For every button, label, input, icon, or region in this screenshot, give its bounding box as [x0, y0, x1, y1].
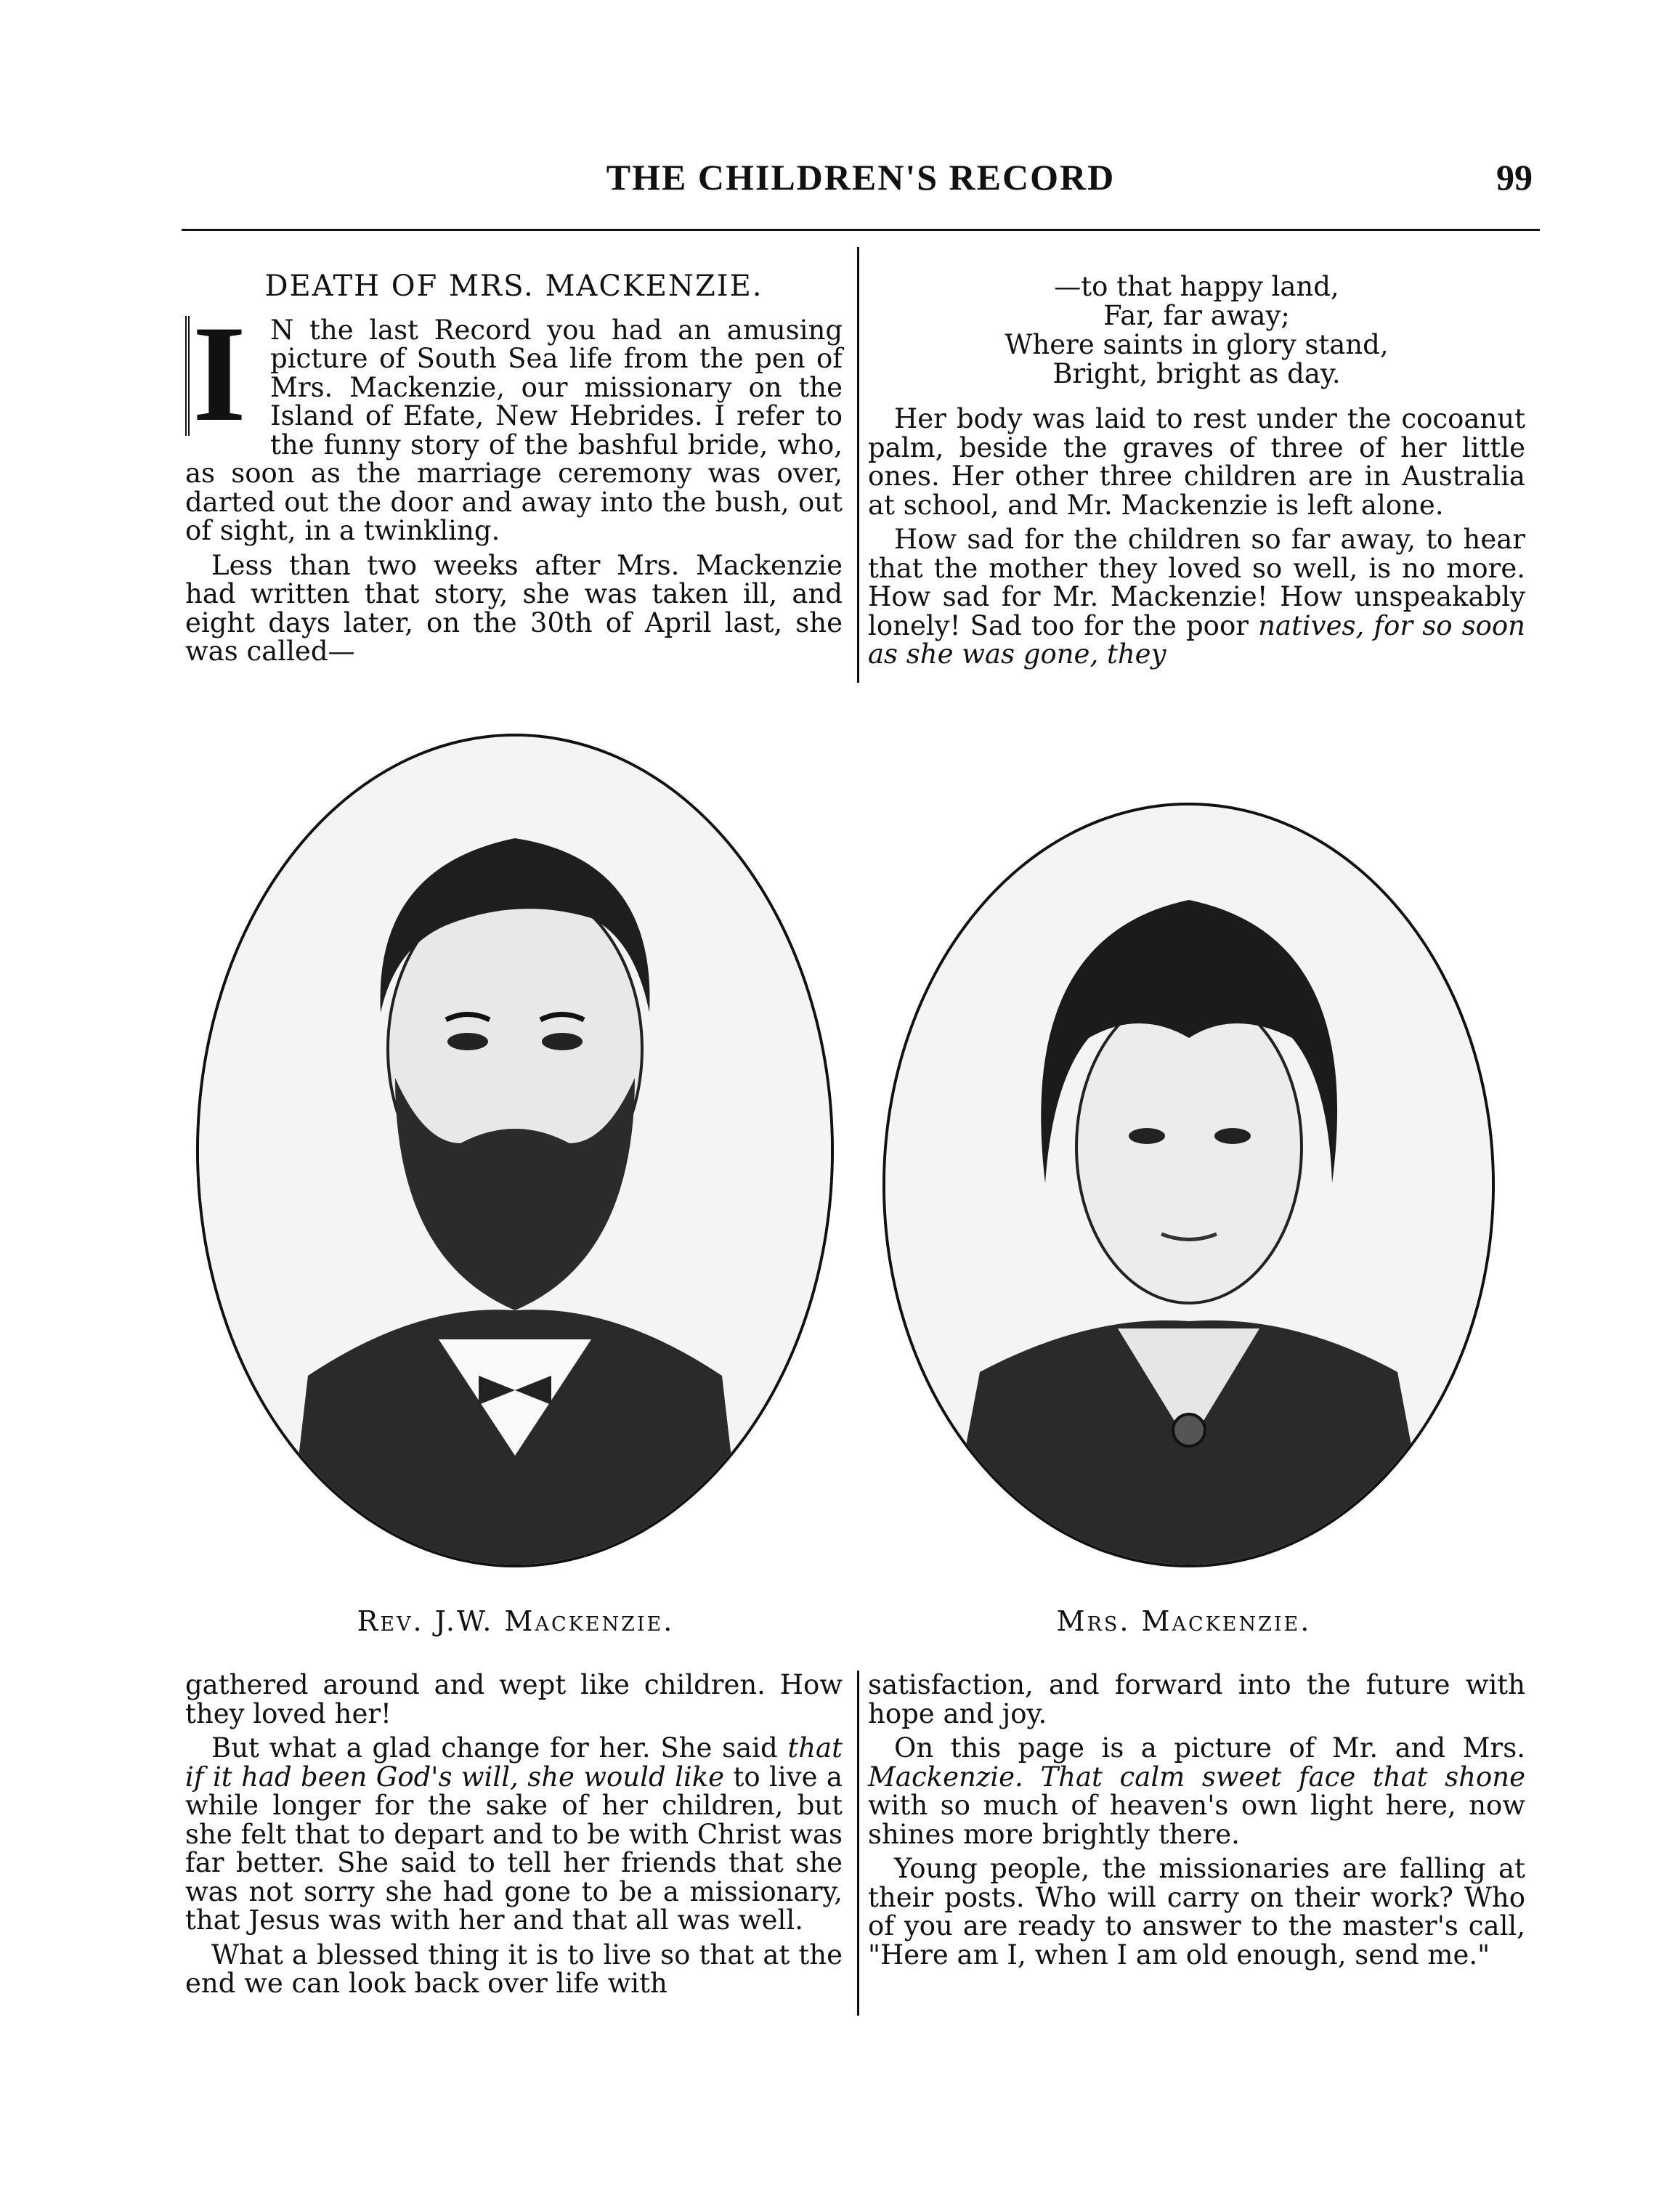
poem-line: Far, far away;	[1103, 300, 1290, 331]
poem-line: —to that happy land,	[1054, 271, 1339, 302]
column-right-top	[868, 272, 1525, 675]
article-heading: DEATH OF MRS. MACKENZIE.	[264, 269, 763, 303]
poem-line: Bright, bright as day.	[1052, 358, 1341, 389]
paragraph: But what a glad change for her. She said that if it had been God's will, she would like to live a while longer for the sake of her children, but she felt that to depart and to be with Christ was far better. She said to tell her friends that she was not sorry she had gone to be a missionary, that Jesus was with her and that all was well.	[185, 1732, 843, 1936]
paragraph: satisfaction, and forward into the future with hope and joy.	[868, 1669, 1525, 1729]
portrait-rev-mackenzie	[196, 734, 834, 1567]
publication-title: THE CHILDREN'S RECORD	[606, 157, 1116, 198]
column-divider-bottom	[857, 1671, 859, 2016]
paragraph: What a blessed thing it is to live so that at the end we can look back over life with	[185, 1939, 843, 1999]
column-left-top	[185, 269, 843, 672]
paragraph: Her body was laid to rest under the cocoanut palm, beside the graves of three of her little ones. Her other three children are in Australia at school, and Mr. Mackenzie is left alone.	[868, 403, 1525, 521]
poem-stanza	[868, 272, 1525, 389]
column-left-bottom	[185, 1671, 843, 2004]
paragraph: I N the last Record you had an amusing picture of South Sea life from the pen of Mrs. Mackenzie, our missionary on the Island of Efate, New Hebrides. I refer to the funny story of the bashful bride, who, as soon as the marriage ceremony was over, darted out the door and away into the bush, out of sight, in a twinkling.	[185, 297, 843, 546]
paragraph: On this page is a picture of Mr. and Mrs. Mackenzie. That calm sweet face that shone with so much of heaven's own light here, now shines more brightly there.	[868, 1732, 1525, 1850]
portrait-mrs-mackenzie	[882, 803, 1495, 1567]
drop-cap: I	[185, 316, 261, 436]
paragraph: gathered around and wept like children. How they loved her!	[185, 1669, 843, 1729]
caption-mrs-mackenzie: Mrs. Mackenzie.	[1056, 1605, 1312, 1637]
page-number: 99	[1496, 157, 1533, 198]
poem-line: Where saints in glory stand,	[1005, 329, 1389, 360]
man-portrait-illustration	[199, 737, 831, 1565]
column-divider-top	[857, 247, 859, 683]
caption-rev-mackenzie: Rev. J.W. Mackenzie.	[357, 1605, 675, 1637]
paragraph: How sad for the children so far away, to hear that the mother they loved so well, is no more. How sad for Mr. Mackenzie! How unspeakably lonely! Sad too for the poor natives, for so soon as she was gone, they	[868, 524, 1525, 670]
page-header	[182, 156, 1540, 207]
paragraph: Young people, the missionaries are falling at their posts. Who will carry on their work? Who of you are ready to answer to the master's call, "Here am I, when I am old enough, send me."	[868, 1853, 1525, 1971]
woman-portrait-illustration	[885, 806, 1492, 1565]
header-rule	[182, 229, 1540, 231]
paragraph: Less than two weeks after Mrs. Mackenzie had written that story, she was taken ill, and eight days later, on the 30th of April last, she was called—	[185, 549, 843, 667]
column-right-bottom	[868, 1671, 1525, 1975]
